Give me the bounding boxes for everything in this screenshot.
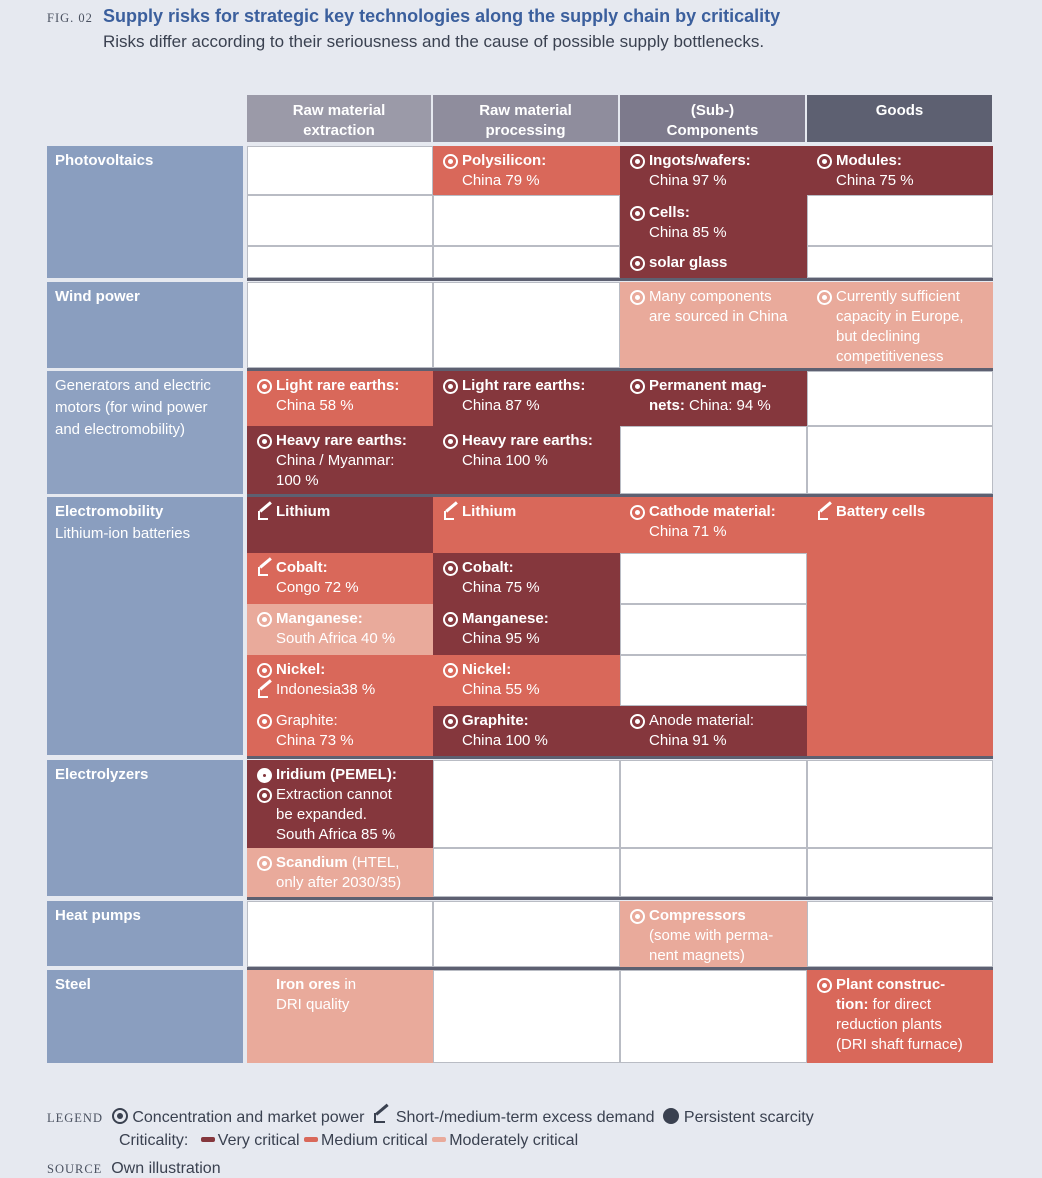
cell-title: Modules: bbox=[836, 152, 902, 169]
cell-lithium-processing bbox=[433, 497, 620, 553]
cell-title: Compressors bbox=[649, 907, 746, 924]
empty-cell bbox=[433, 901, 620, 967]
cell-text: but declining bbox=[836, 328, 921, 345]
concentration-icon bbox=[630, 256, 645, 271]
column-header-line: Components bbox=[666, 122, 759, 139]
cell-title: Cobalt: bbox=[276, 559, 328, 576]
row-separator bbox=[247, 278, 993, 281]
cell-value: Congo 72 % bbox=[276, 579, 359, 596]
cell-text: be expanded. bbox=[276, 806, 367, 823]
cell-value: China 87 % bbox=[462, 397, 540, 414]
cell-plant-construction bbox=[807, 970, 993, 1063]
very-critical-swatch bbox=[201, 1137, 215, 1142]
cell-text: in bbox=[340, 976, 357, 993]
concentration-icon bbox=[630, 290, 645, 305]
column-header-line: extraction bbox=[303, 122, 375, 139]
scarcity-icon bbox=[663, 1108, 679, 1124]
cell-title: Lithium bbox=[276, 503, 331, 520]
concentration-icon bbox=[112, 1108, 128, 1124]
cell-title: Battery cells bbox=[836, 503, 926, 520]
empty-cell bbox=[620, 655, 807, 706]
cell-value: China 71 % bbox=[649, 523, 727, 540]
concentration-icon bbox=[443, 434, 458, 449]
concentration-icon bbox=[257, 714, 272, 729]
cell-wind-goods bbox=[807, 282, 993, 368]
empty-cell bbox=[247, 901, 433, 967]
legend-criticality-label: Criticality: bbox=[119, 1132, 189, 1149]
cell-title: Light rare earths: bbox=[276, 377, 400, 394]
cell-value: China / Myanmar: bbox=[276, 452, 395, 469]
column-header-extraction bbox=[247, 95, 431, 142]
excess-demand-icon bbox=[257, 560, 273, 576]
concentration-icon bbox=[817, 154, 832, 169]
source-text: Own illustration bbox=[111, 1160, 221, 1177]
row-header-wind-power bbox=[47, 282, 243, 368]
empty-cell bbox=[807, 760, 993, 848]
row-title: Photovoltaics bbox=[55, 152, 154, 169]
cell-text: nent magnets) bbox=[649, 947, 745, 964]
cell-heavy-rare-earths-processing bbox=[433, 426, 620, 494]
source-caption: SOURCE bbox=[47, 1162, 103, 1176]
empty-cell bbox=[247, 246, 433, 278]
row-header-steel bbox=[47, 970, 243, 1063]
cell-title: Plant construc- bbox=[836, 976, 946, 993]
excess-demand-icon bbox=[373, 1106, 391, 1124]
cell-value: China 95 % bbox=[462, 630, 540, 647]
legend-row-1 bbox=[47, 1104, 814, 1127]
concentration-icon bbox=[443, 663, 458, 678]
cell-title: Scandium bbox=[276, 854, 348, 871]
cell-wind-components bbox=[620, 282, 807, 368]
empty-cell bbox=[433, 970, 620, 1063]
scarcity-icon bbox=[257, 768, 272, 783]
legend-scarcity: Persistent scarcity bbox=[683, 1109, 814, 1126]
cell-title: Manganese: bbox=[276, 610, 363, 627]
concentration-icon bbox=[630, 909, 645, 924]
concentration-icon bbox=[630, 505, 645, 520]
row-header-generators bbox=[47, 371, 243, 494]
legend-excess-demand: Short-/medium-term excess demand bbox=[395, 1109, 655, 1126]
concentration-icon bbox=[817, 290, 832, 305]
cell-title: solar glass bbox=[649, 254, 728, 271]
legend-caption: LEGEND bbox=[47, 1111, 103, 1125]
cell-value: China 91 % bbox=[649, 732, 727, 749]
cell-pv-components bbox=[620, 146, 807, 278]
column-header-line: processing bbox=[485, 122, 566, 139]
cell-title: Anode material: bbox=[649, 712, 755, 729]
cell-manganese-processing bbox=[433, 604, 620, 655]
empty-cell bbox=[433, 760, 620, 848]
row-separator bbox=[247, 897, 993, 900]
column-header-line: Raw material bbox=[292, 102, 386, 119]
row-title: Wind power bbox=[55, 288, 140, 305]
cell-cathode-material bbox=[620, 497, 807, 553]
medium-critical-swatch bbox=[304, 1137, 318, 1142]
empty-cell bbox=[807, 195, 993, 246]
cell-text: only after 2030/35) bbox=[276, 874, 402, 891]
empty-cell bbox=[433, 282, 620, 368]
concentration-icon bbox=[443, 561, 458, 576]
legend-moderately-critical: Moderately critical bbox=[449, 1132, 579, 1149]
cell-graphite-processing bbox=[433, 706, 620, 756]
cell-value: 100 % bbox=[276, 472, 319, 489]
cell-title: Graphite: bbox=[462, 712, 529, 729]
cell-text: capacity in Europe, bbox=[836, 308, 964, 325]
row-header-heat-pumps bbox=[47, 901, 243, 966]
empty-cell bbox=[247, 146, 433, 195]
cell-light-rare-earths-extraction bbox=[247, 371, 433, 426]
row-header-electromobility bbox=[47, 497, 243, 755]
empty-cell bbox=[620, 553, 807, 604]
excess-demand-icon bbox=[257, 504, 273, 520]
empty-cell bbox=[807, 848, 993, 897]
cell-text: for direct bbox=[868, 996, 932, 1013]
cell-value: South Africa 85 % bbox=[276, 826, 396, 843]
empty-cell bbox=[247, 282, 433, 368]
row-title: Heat pumps bbox=[55, 907, 141, 924]
cell-title: Nickel: bbox=[276, 661, 326, 678]
concentration-icon bbox=[443, 612, 458, 627]
concentration-icon bbox=[817, 978, 832, 993]
empty-cell bbox=[620, 760, 807, 848]
empty-cell bbox=[433, 246, 620, 278]
cell-value: China 85 % bbox=[649, 224, 727, 241]
empty-cell bbox=[807, 901, 993, 967]
legend-row-2 bbox=[119, 1132, 578, 1150]
cell-graphite-extraction bbox=[247, 706, 433, 756]
empty-cell bbox=[620, 848, 807, 897]
row-header-photovoltaics bbox=[47, 146, 243, 278]
cell-text: reduction plants bbox=[836, 1016, 942, 1033]
cell-value: China 75 % bbox=[462, 579, 540, 596]
excess-demand-icon bbox=[817, 504, 833, 520]
cell-text: DRI quality bbox=[276, 996, 350, 1013]
empty-cell bbox=[433, 195, 620, 246]
cell-title: tion: bbox=[836, 996, 869, 1013]
cell-title: Heavy rare earths: bbox=[462, 432, 593, 449]
concentration-icon bbox=[257, 434, 272, 449]
cell-light-rare-earths-processing bbox=[433, 371, 620, 426]
cell-iron-ores bbox=[247, 970, 433, 1063]
empty-cell bbox=[620, 604, 807, 655]
row-separator bbox=[247, 756, 993, 759]
cell-text: (HTEL, bbox=[347, 854, 400, 871]
cell-text: Currently sufficient bbox=[836, 288, 960, 305]
cell-permanent-magnets bbox=[620, 371, 807, 426]
concentration-icon bbox=[257, 663, 272, 678]
cell-title: Heavy rare earths: bbox=[276, 432, 407, 449]
excess-demand-icon bbox=[257, 682, 273, 698]
concentration-icon bbox=[630, 379, 645, 394]
moderately-critical-swatch bbox=[432, 1137, 446, 1142]
cell-text: (DRI shaft furnace) bbox=[836, 1036, 963, 1053]
cell-cobalt-extraction bbox=[247, 553, 433, 604]
cell-title: Light rare earths: bbox=[462, 377, 586, 394]
empty-cell bbox=[807, 371, 993, 426]
cell-title: Cells: bbox=[649, 204, 690, 221]
cell-value: China 75 % bbox=[836, 172, 914, 189]
cell-text: (some with perma- bbox=[649, 927, 774, 944]
cell-value: China 100 % bbox=[462, 452, 548, 469]
legend-very-critical: Very critical bbox=[217, 1132, 300, 1149]
cell-value: China: 94 % bbox=[689, 397, 771, 414]
excess-demand-icon bbox=[443, 504, 459, 520]
empty-cell bbox=[807, 246, 993, 278]
column-header-line: Raw material bbox=[479, 102, 572, 119]
cell-title: Ingots/wafers: bbox=[649, 152, 751, 169]
row-title: Electromobility bbox=[55, 503, 164, 520]
cell-title: nets: bbox=[649, 397, 685, 414]
cell-value: China 79 % bbox=[462, 172, 540, 189]
concentration-icon bbox=[630, 206, 645, 221]
column-header-processing bbox=[433, 95, 618, 142]
legend-concentration: Concentration and market power bbox=[132, 1109, 365, 1126]
cell-battery-cells bbox=[807, 497, 993, 756]
cell-title: Lithium bbox=[462, 503, 517, 520]
row-subtitle: Lithium-ion batteries bbox=[55, 525, 191, 542]
row-title: Generators and electric motors (for wind power and electromobility) bbox=[55, 377, 211, 438]
cell-modules bbox=[807, 146, 993, 195]
cell-text: Many components bbox=[649, 288, 772, 305]
cell-title: Cathode material: bbox=[649, 503, 776, 520]
concentration-icon bbox=[257, 788, 272, 803]
cell-value: China 58 % bbox=[276, 397, 354, 414]
cell-title: Iridium (PEMEL): bbox=[276, 766, 397, 783]
cell-polysilicon bbox=[433, 146, 620, 195]
concentration-icon bbox=[443, 379, 458, 394]
concentration-icon bbox=[257, 612, 272, 627]
cell-manganese-extraction bbox=[247, 604, 433, 655]
empty-cell bbox=[620, 426, 807, 494]
concentration-icon bbox=[630, 154, 645, 169]
concentration-icon bbox=[443, 154, 458, 169]
empty-cell bbox=[247, 195, 433, 246]
concentration-icon bbox=[257, 856, 272, 871]
column-header-components bbox=[620, 95, 805, 142]
cell-value: China 100 % bbox=[462, 732, 548, 749]
cell-nickel-processing bbox=[433, 655, 620, 706]
row-title: Steel bbox=[55, 976, 91, 993]
source-note bbox=[47, 1160, 221, 1178]
cell-text: Extraction cannot bbox=[276, 786, 392, 803]
cell-value: Indonesia38 % bbox=[276, 681, 376, 698]
cell-cobalt-processing bbox=[433, 553, 620, 604]
empty-cell bbox=[620, 970, 807, 1063]
cell-compressors bbox=[620, 901, 807, 967]
column-header-line: Goods bbox=[875, 102, 924, 119]
row-title: Electrolyzers bbox=[55, 766, 149, 783]
cell-title: Permanent mag- bbox=[649, 377, 767, 394]
empty-cell bbox=[433, 848, 620, 897]
concentration-icon bbox=[630, 714, 645, 729]
figure-title: Supply risks for strategic key technologies along the supply chain by criticality bbox=[103, 6, 781, 26]
cell-title: Nickel: bbox=[462, 661, 512, 678]
row-header-electrolyzers bbox=[47, 760, 243, 896]
cell-title: Iron ores bbox=[276, 976, 341, 993]
cell-scandium bbox=[247, 848, 433, 897]
cell-nickel-extraction bbox=[247, 655, 433, 706]
cell-title: Cobalt: bbox=[462, 559, 514, 576]
cell-title: Graphite: bbox=[276, 712, 338, 729]
cell-value: China 73 % bbox=[276, 732, 354, 749]
figure-subtitle: Risks differ according to their seriousness and the cause of possible supply bottlenecks. bbox=[103, 32, 765, 51]
cell-iridium bbox=[247, 760, 433, 848]
empty-cell bbox=[807, 426, 993, 494]
cell-heavy-rare-earths-extraction bbox=[247, 426, 433, 494]
cell-title: Polysilicon: bbox=[462, 152, 547, 169]
cell-text: are sourced in China bbox=[649, 308, 788, 325]
concentration-icon bbox=[257, 379, 272, 394]
cell-anode-material bbox=[620, 706, 807, 756]
cell-lithium-extraction bbox=[247, 497, 433, 553]
cell-value: China 97 % bbox=[649, 172, 727, 189]
cell-value: South Africa 40 % bbox=[276, 630, 396, 647]
cell-text: competitiveness bbox=[836, 348, 944, 365]
legend-medium-critical: Medium critical bbox=[321, 1132, 428, 1149]
cell-value: China 55 % bbox=[462, 681, 540, 698]
cell-title: Manganese: bbox=[462, 610, 549, 627]
column-header-goods bbox=[807, 95, 992, 142]
column-header-line: (Sub-) bbox=[690, 102, 735, 119]
figure-label: FIG. 02 bbox=[47, 11, 93, 25]
concentration-icon bbox=[443, 714, 458, 729]
